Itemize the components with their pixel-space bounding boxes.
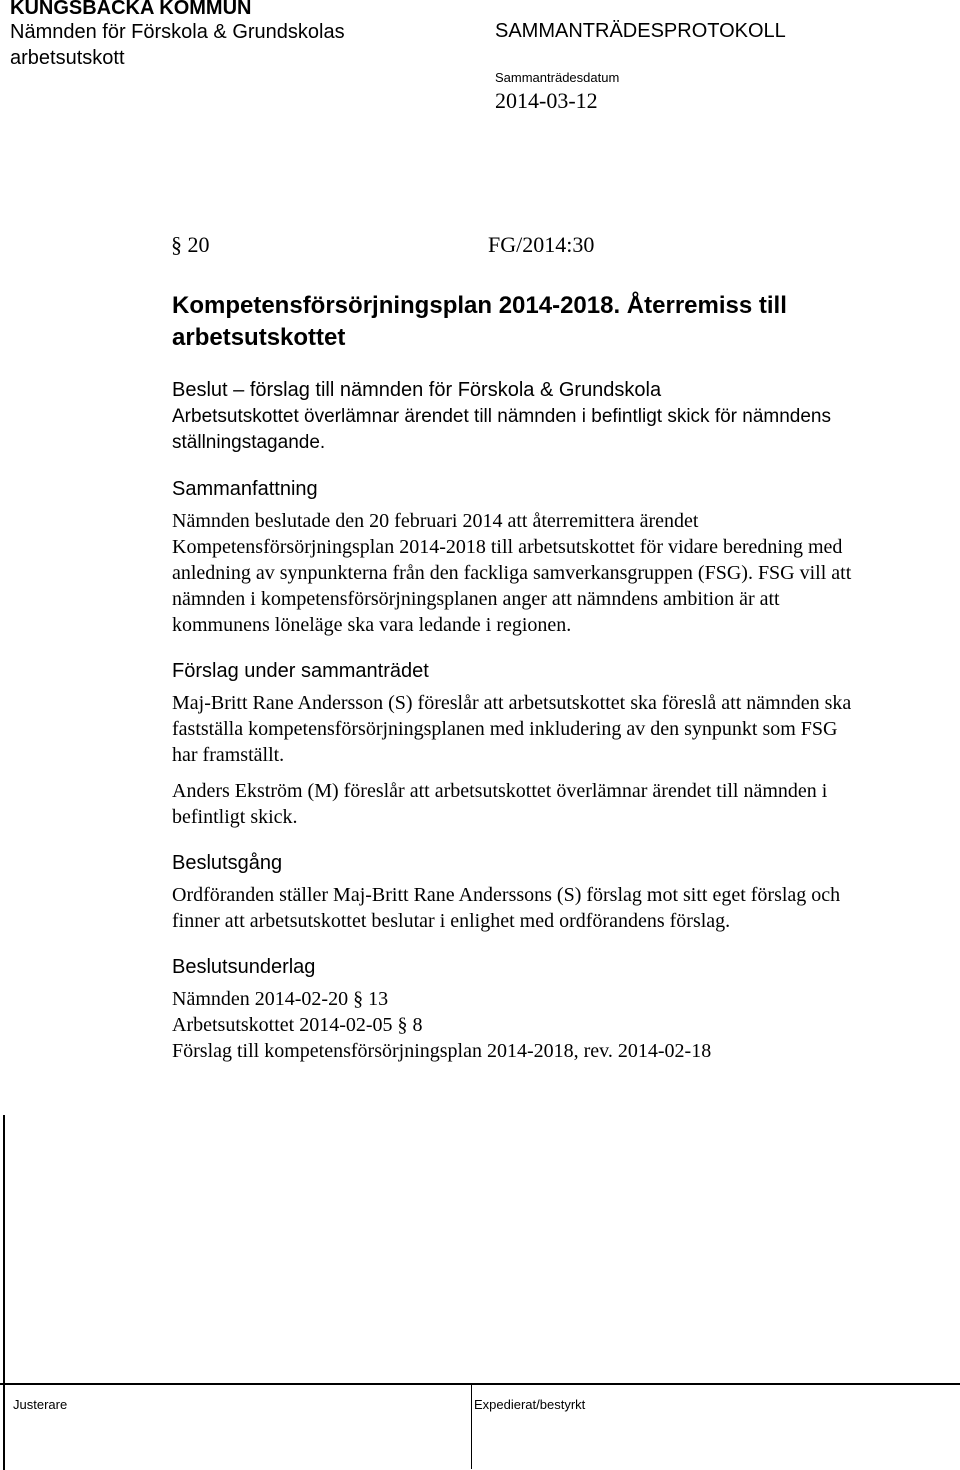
- procedure-heading: Beslutsgång: [172, 852, 283, 874]
- decision-heading: Beslut – förslag till nämnden för Förskola & Grundskola: [172, 379, 662, 401]
- basis-item: Arbetsutskottet 2014-02-05 § 8: [172, 1014, 423, 1036]
- document-type: SAMMANTRÄDESPROTOKOLL: [495, 20, 786, 42]
- proposal-line: fastställa kompetensförsörjningsplanen med inkludering av den synpunkt som FSG: [172, 718, 838, 740]
- committee-name-line1: Nämnden för Förskola & Grundskolas: [10, 21, 345, 43]
- procedure-line: Ordföranden ställer Maj-Britt Rane Anderssons (S) förslag mot sitt eget förslag och: [172, 884, 841, 906]
- proposal-line: befintligt skick.: [172, 806, 298, 828]
- basis-item: Förslag till kompetensförsörjningsplan 2014-2018, rev. 2014-02-18: [172, 1040, 712, 1062]
- summary-line: kommunens löneläge ska vara ledande i regionen.: [172, 614, 572, 636]
- decision-text: [172, 404, 932, 456]
- summary-line: Kompetensförsörjningsplan 2014-2018 till arbetsutskottet för vidare beredning med: [172, 536, 843, 558]
- committee-name-line2: arbetsutskott: [10, 47, 125, 69]
- summary-line: anledning av synpunkterna från den fackliga samverkansgruppen (FSG). FSG vill att: [172, 562, 852, 584]
- summary-text: [172, 508, 932, 638]
- summary-heading: Sammanfattning: [172, 478, 318, 500]
- proposal-2: [172, 778, 932, 830]
- decision-text-line: Arbetsutskottet överlämnar ärendet till nämnden i befintligt skick för nämndens: [172, 406, 831, 427]
- summary-line: nämnden i kompetensförsörjningsplanen anger att nämndens ambition är att: [172, 588, 780, 610]
- adjuster-label: Justerare: [13, 1397, 68, 1412]
- dispatched-label: Expedierat/bestyrkt: [474, 1397, 586, 1412]
- basis-heading: Beslutsunderlag: [172, 956, 316, 978]
- proposals-heading: Förslag under sammanträdet: [172, 660, 429, 682]
- summary-line: Nämnden beslutade den 20 februari 2014 att återremittera ärendet: [172, 510, 699, 532]
- item-title-line: arbetsutskottet: [172, 324, 346, 351]
- meeting-date-value: 2014-03-12: [495, 88, 598, 113]
- case-reference: FG/2014:30: [488, 232, 595, 257]
- basis-item: Nämnden 2014-02-20 § 13: [172, 988, 389, 1010]
- meeting-date-label: Sammanträdesdatum: [495, 70, 620, 85]
- proposal-line: Maj-Britt Rane Andersson (S) föreslår att arbetsutskottet ska föreslå att nämnden ska: [172, 692, 852, 714]
- item-title: [172, 290, 932, 354]
- organization-name: KUNGSBACKA KOMMUN: [10, 0, 252, 19]
- basis-list: [172, 986, 932, 1064]
- paragraph-number: § 20: [171, 232, 210, 257]
- protocol-content: [172, 290, 932, 1064]
- procedure-text: [172, 882, 932, 934]
- procedure-line: finner att arbetsutskottet beslutar i enlighet med ordförandens förslag.: [172, 910, 731, 932]
- proposal-line: har framställt.: [172, 744, 285, 766]
- proposal-line: Anders Ekström (M) föreslår att arbetsutskottet överlämnar ärendet till nämnden i: [172, 780, 828, 802]
- footer-column-divider: [471, 1383, 472, 1469]
- decision-text-line: ställningstagande.: [172, 432, 326, 453]
- footer-divider: [0, 1383, 960, 1385]
- left-margin-rule: [3, 1115, 5, 1470]
- item-title-line: Kompetensförsörjningsplan 2014-2018. Återremiss till: [172, 292, 787, 319]
- proposal-1: [172, 690, 932, 768]
